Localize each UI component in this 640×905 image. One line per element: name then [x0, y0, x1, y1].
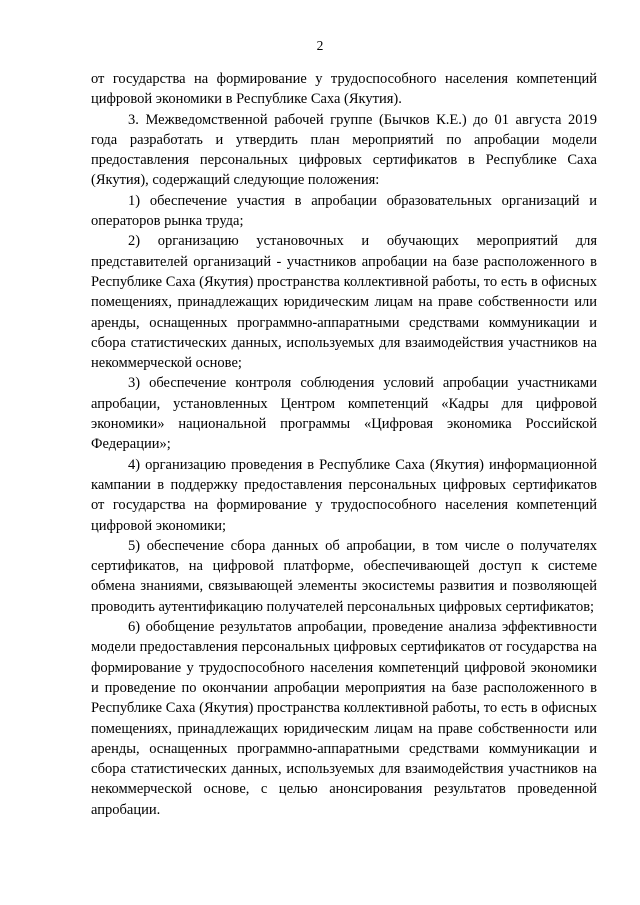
list-item-3: 3) обеспечение контроля соблюдения условий апробации участниками апробации, установленных Центром компетенций «Кадры для цифровой экономики» национальной программы «Цифровая экономика Российской Федерации»; — [91, 375, 597, 453]
paragraph-continuation: от государства на формирование у трудоспособного населения компетенций цифровой экономики в Республике Саха (Якутия). — [91, 71, 597, 108]
document-body — [91, 69, 597, 820]
page-number: 2 — [316, 38, 324, 53]
list-item-1: 1) обеспечение участия в апробации образовательных организаций и операторов рынка труда; — [91, 192, 597, 230]
paragraph-item-3: 3. Межведомственной рабочей группе (Бычков К.Е.) до 01 августа 2019 года разработать и утвердить план мероприятий по апробации модели предоставления персональных цифровых сертификатов в Республике Саха (Якутия), содержащий следующие положения: — [91, 111, 597, 189]
list-item-6: 6) обобщение результатов апробации, проведение анализа эффективности модели предоставления персональных цифровых сертификатов от государства на формирование у трудоспособного населения компетенций цифровой экономики и проведение по окончании апробации мероприятия на базе расположенного в Республике Саха (Якутия) пространства коллективной работы, то есть в офисных помещениях, принадлежащих юридическим лицам на праве собственности или аренды, оснащенных программно-аппаратными средствами коммуникации и сбора статистических данных, используемых для взаимодействия участников на некоммерческой основе, с целью анонсирования результатов проведенной апробации. — [91, 619, 597, 818]
list-item-2: 2) организацию установочных и обучающих мероприятий для представителей организаций - участников апробации на базе расположенного в Республике Саха (Якутия) пространства коллективной работы, то есть в офисных помещениях, принадлежащих юридическим лицам на праве собственности или аренды, оснащенных программно-аппаратными средствами коммуникации и сбора статистических данных, используемых для взаимодействия участников на некоммерческой основе; — [91, 233, 597, 372]
list-item-5: 5) обеспечение сбора данных об апробации, в том числе о получателях сертификатов, на цифровой платформе, обеспечивающей доступ к системе обмена знаниями, связывающей элементы экосистемы развития и позволяющей проводить аутентификацию получателей персональных цифровых сертификатов; — [91, 537, 597, 615]
list-item-4: 4) организацию проведения в Республике Саха (Якутия) информационной кампании в поддержку предоставления персональных цифровых сертификатов от государства на формирование у трудоспособного населения компетенций цифровой экономики; — [91, 456, 597, 534]
